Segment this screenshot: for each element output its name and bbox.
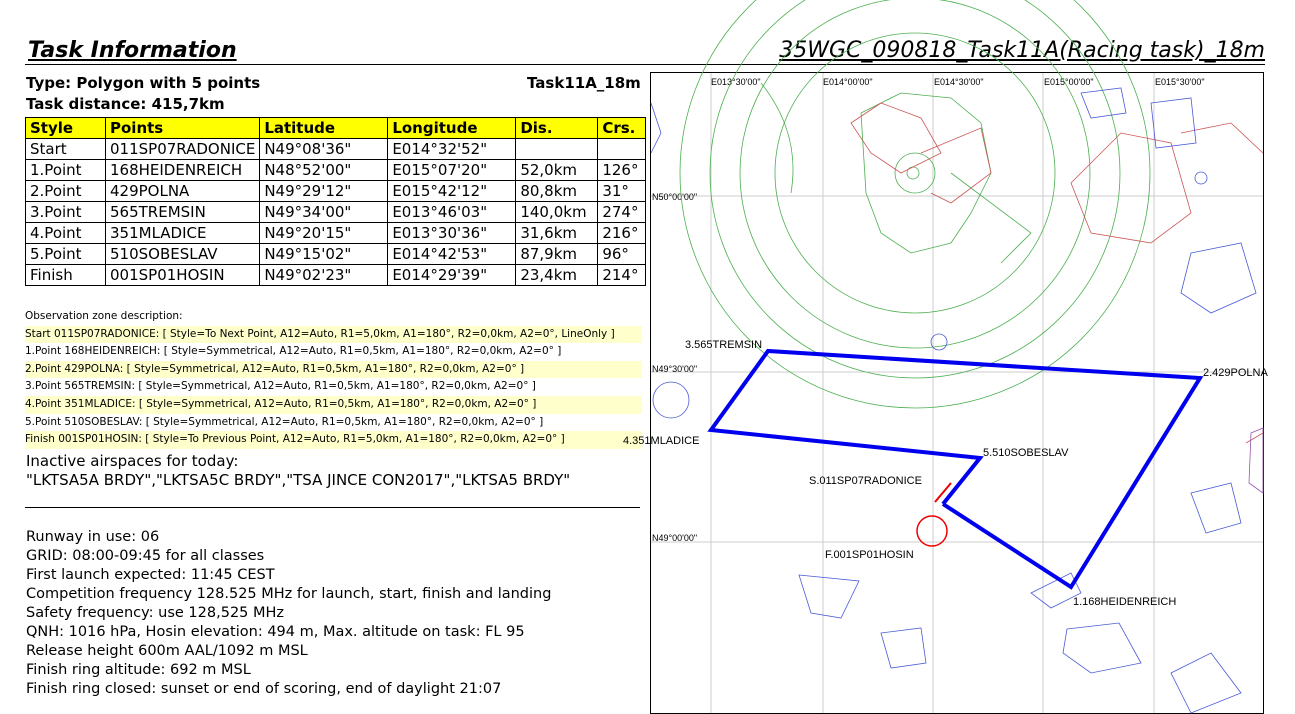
lon-label: E015°30'00" — [1155, 77, 1205, 87]
table-cell: 31,6km — [516, 223, 598, 244]
table-cell: N49°15'02" — [260, 244, 388, 265]
label-tremsin: 3.565TREMSIN — [685, 339, 763, 351]
lat-label: N49°00'00" — [652, 533, 698, 543]
table-cell — [516, 139, 598, 160]
column-header: Crs. — [598, 118, 646, 139]
column-header: Longitude — [388, 118, 516, 139]
lon-label: E014°00'00" — [823, 77, 873, 87]
table-cell — [598, 139, 646, 160]
table-cell: 87,9km — [516, 244, 598, 265]
table-cell: 140,0km — [516, 202, 598, 223]
table-cell: Finish — [26, 265, 106, 286]
table-row — [26, 181, 646, 202]
table-cell: 011SP07RADONICE — [106, 139, 260, 160]
airspace-purple — [1249, 428, 1263, 493]
observation-line: Finish 001SP01HOSIN: [ Style=To Previous Point, A12=Auto, R1=5,0km, A1=180°, R2=0,0km, A2=0° ] — [25, 431, 642, 449]
info-line: First launch expected: 11:45 CEST — [26, 567, 275, 583]
task-distance: Task distance: 415,7km — [26, 95, 225, 113]
table-cell: 2.Point — [26, 181, 106, 202]
lat-label: N49°30'00" — [652, 364, 698, 374]
task-route — [711, 351, 1200, 587]
table-cell: 274° — [598, 202, 646, 223]
table-cell: N49°08'36" — [260, 139, 388, 160]
table-cell: E015°42'12" — [388, 181, 516, 202]
task-map-svg — [623, 73, 1268, 713]
table-cell: E015°07'20" — [388, 160, 516, 181]
turnpoint-table — [25, 117, 646, 286]
table-cell: 1.Point — [26, 160, 106, 181]
label-hosin: F.001SP01HOSIN — [825, 549, 914, 561]
info-line: Competition frequency 128.525 MHz for launch, start, finish and landing — [26, 586, 552, 602]
task-file-title: 35WGC_090818_Task11A(Racing task)_18m — [779, 38, 1265, 63]
table-cell: E013°46'03" — [388, 202, 516, 223]
table-cell: E014°32'52" — [388, 139, 516, 160]
table-row — [26, 202, 646, 223]
table-cell: E014°42'53" — [388, 244, 516, 265]
table-row — [26, 223, 646, 244]
table-cell: 351MLADICE — [106, 223, 260, 244]
observation-title: Observation zone description: — [25, 310, 183, 322]
table-cell: 510SOBESLAV — [106, 244, 260, 265]
task-map — [623, 72, 1268, 714]
table-cell: 126° — [598, 160, 646, 181]
table-cell: 31° — [598, 181, 646, 202]
table-cell: E013°30'36" — [388, 223, 516, 244]
label-radonice: S.011SP07RADONICE — [809, 475, 922, 487]
table-cell: 4.Point — [26, 223, 106, 244]
table-cell: 5.Point — [26, 244, 106, 265]
table-cell: 3.Point — [26, 202, 106, 223]
observation-line: 5.Point 510SOBESLAV: [ Style=Symmetrical, A12=Auto, R1=0,5km, A1=180°, R2=0,0km, A2=0° ] — [25, 415, 544, 428]
table-row — [26, 139, 646, 160]
table-cell: E014°29'39" — [388, 265, 516, 286]
table-cell: 23,4km — [516, 265, 598, 286]
task-type: Type: Polygon with 5 points — [26, 74, 261, 92]
column-header: Style — [26, 118, 106, 139]
table-cell: 214° — [598, 265, 646, 286]
table-cell: 565TREMSIN — [106, 202, 260, 223]
table-cell: 216° — [598, 223, 646, 244]
table-cell: N49°34'00" — [260, 202, 388, 223]
inactive-airspaces — [26, 452, 570, 490]
observation-line: 1.Point 168HEIDENREICH: [ Style=Symmetrical, A12=Auto, R1=0,5km, A1=180°, R2=0,0km, A2=0° ] — [25, 345, 562, 358]
airspace-red — [851, 103, 1263, 443]
observation-line: 3.Point 565TREMSIN: [ Style=Symmetrical, A12=Auto, R1=0,5km, A1=180°, R2=0,0km, A2=0° ] — [25, 380, 536, 393]
info-line: Finish ring closed: sunset or end of scoring, end of daylight 21:07 — [26, 681, 502, 697]
map-grid — [651, 73, 1263, 713]
table-cell: 96° — [598, 244, 646, 265]
header-divider — [25, 64, 1265, 65]
info-line: Finish ring altitude: 692 m MSL — [26, 662, 251, 678]
lon-label: E015°00'00" — [1044, 77, 1094, 87]
observation-line: 2.Point 429POLNA: [ Style=Symmetrical, A12=Auto, R1=0,5km, A1=180°, R2=0,0km, A2=0° ] — [25, 361, 642, 379]
label-heidenreich: 1.168HEIDENREICH — [1073, 596, 1177, 608]
table-row — [26, 160, 646, 181]
task-route-line — [711, 351, 1200, 587]
section-divider — [25, 507, 640, 508]
table-cell: 168HEIDENREICH — [106, 160, 260, 181]
table-cell: N48°52'00" — [260, 160, 388, 181]
table-cell: 80,8km — [516, 181, 598, 202]
label-polna: 2.429POLNA — [1203, 367, 1268, 379]
table-row — [26, 244, 646, 265]
airspace-blue — [651, 88, 1256, 713]
column-header: Dis. — [516, 118, 598, 139]
lon-label: E014°30'00" — [934, 77, 984, 87]
table-cell: 429POLNA — [106, 181, 260, 202]
label-mladice: 4.351MLADICE — [623, 435, 700, 447]
info-line: QNH: 1016 hPa, Hosin elevation: 494 m, Max. altitude on task: FL 95 — [26, 624, 525, 640]
column-header: Points — [106, 118, 260, 139]
info-line: Safety frequency: use 128,525 MHz — [26, 605, 285, 621]
observation-line: Start 011SP07RADONICE: [ Style=To Next Point, A12=Auto, R1=5,0km, A1=180°, R2=0,0km, A2=0°, LineOnly ] — [25, 326, 642, 344]
table-cell: 52,0km — [516, 160, 598, 181]
table-cell: 001SP01HOSIN — [106, 265, 260, 286]
table-cell: N49°29'12" — [260, 181, 388, 202]
inactive-title: Inactive airspaces for today: — [26, 452, 239, 470]
column-header: Latitude — [260, 118, 388, 139]
observation-zone-section — [25, 308, 642, 449]
task-name: Task11A_18m — [527, 74, 641, 92]
info-line: Runway in use: 06 — [26, 529, 160, 545]
briefing-info — [26, 528, 551, 699]
label-sobeslav: 5.510SOBESLAV — [983, 447, 1069, 459]
table-cell: N49°20'15" — [260, 223, 388, 244]
table-row — [26, 265, 646, 286]
observation-line: 4.Point 351MLADICE: [ Style=Symmetrical, A12=Auto, R1=0,5km, A1=180°, R2=0,0km, A2=0° ] — [25, 396, 642, 414]
table-header-row — [26, 118, 646, 139]
lat-label: N50°00'00" — [652, 192, 698, 202]
inactive-list: "LKTSA5A BRDY","LKTSA5C BRDY","TSA JINCE CON2017","LKTSA5 BRDY" — [26, 471, 571, 489]
page-title: Task Information — [28, 38, 237, 63]
lon-label: E013°30'00" — [711, 77, 761, 87]
info-line: GRID: 08:00-09:45 for all classes — [26, 548, 265, 564]
table-cell: Start — [26, 139, 106, 160]
table-cell: N49°02'23" — [260, 265, 388, 286]
info-line: Release height 600m AAL/1092 m MSL — [26, 643, 308, 659]
